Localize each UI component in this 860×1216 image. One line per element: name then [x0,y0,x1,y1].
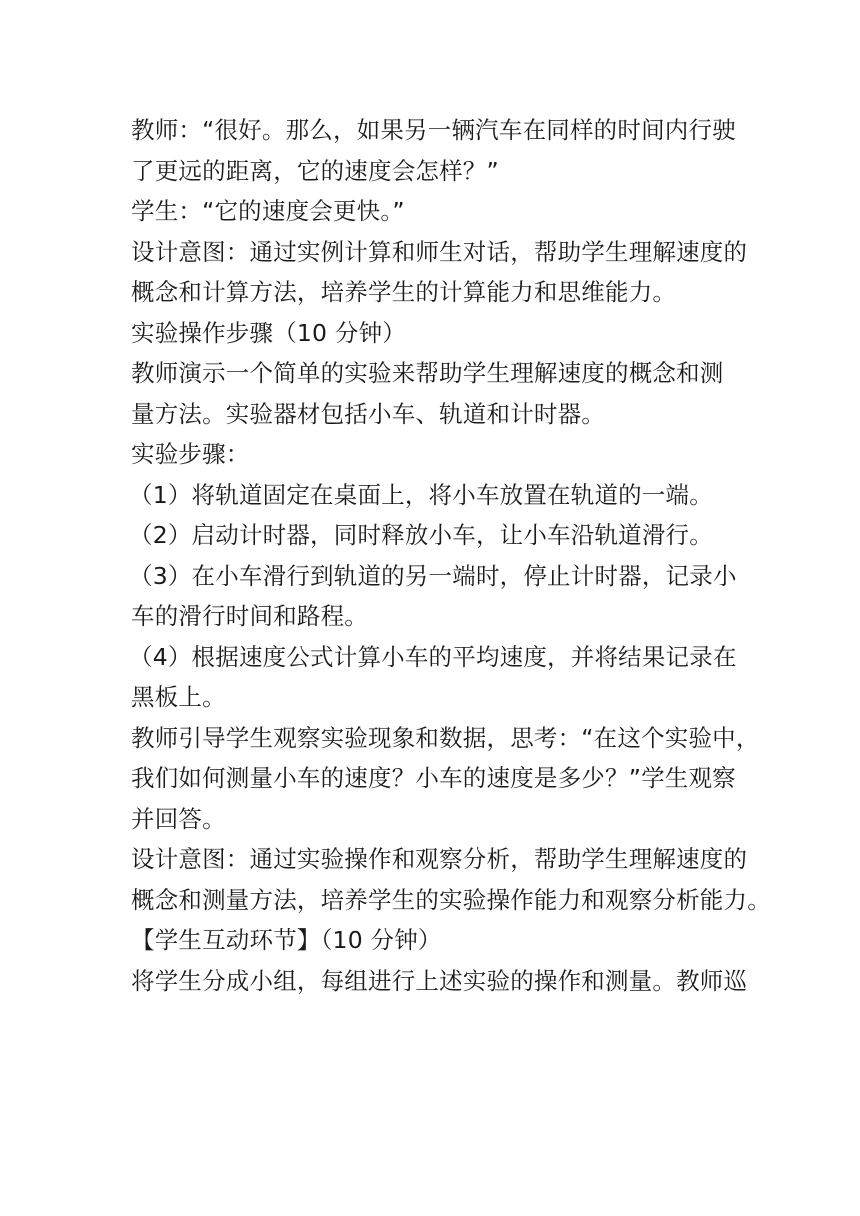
step-item: （4）根据速度公式计算小车的平均速度，并将结果记录在 [129,642,737,671]
text-line: 教师：“很好。那么，如果另一辆汽车在同样的时间内行驶 [131,116,736,144]
step-item: （2）启动计时器，同时释放小车，让小车沿轨道滑行。 [129,521,713,549]
text-line: 设计意图：通过实验操作和观察分析，帮助学生理解速度的 [131,845,748,873]
text-line: 概念和测量方法，培养学生的实验操作能力和观察分析能力。 [131,885,771,914]
text-line: 学生：“它的速度会更快。” [131,197,405,225]
text-line: 我们如何测量小车的速度？小车的速度是多少？”学生观察 [131,764,736,792]
text-line: 了更远的距离，它的速度会怎样？” [131,156,499,185]
text-line: 将学生分成小组，每组进行上述实验的操作和测量。教师巡 [131,966,748,995]
text-line: 黑板上。 [131,683,226,711]
text-line: 教师演示一个简单的实验来帮助学生理解速度的概念和测 [131,359,724,387]
text-line: 教师引导学生观察实验现象和数据，思考：“在这个实验中， [131,723,760,752]
text-line: 概念和计算方法，培养学生的计算能力和思维能力。 [131,278,677,306]
text-line: 并回答。 [131,804,226,833]
section-heading: 【学生互动环节】（10 分钟） [131,926,442,954]
text-line: 实验步骤： [131,440,250,468]
text-line: 设计意图：通过实例计算和师生对话，帮助学生理解速度的 [131,237,748,266]
text-line: 车的滑行时间和路程。 [131,602,368,630]
document-body [129,110,771,1001]
text-line: 量方法。实验器材包括小车、轨道和计时器。 [131,399,605,428]
step-item: （1）将轨道固定在桌面上，将小车放置在轨道的一端。 [129,480,713,509]
step-item: （3）在小车滑行到轨道的另一端时，停止计时器，记录小 [129,561,737,590]
section-heading: 实验操作步骤（10 分钟） [131,318,406,347]
